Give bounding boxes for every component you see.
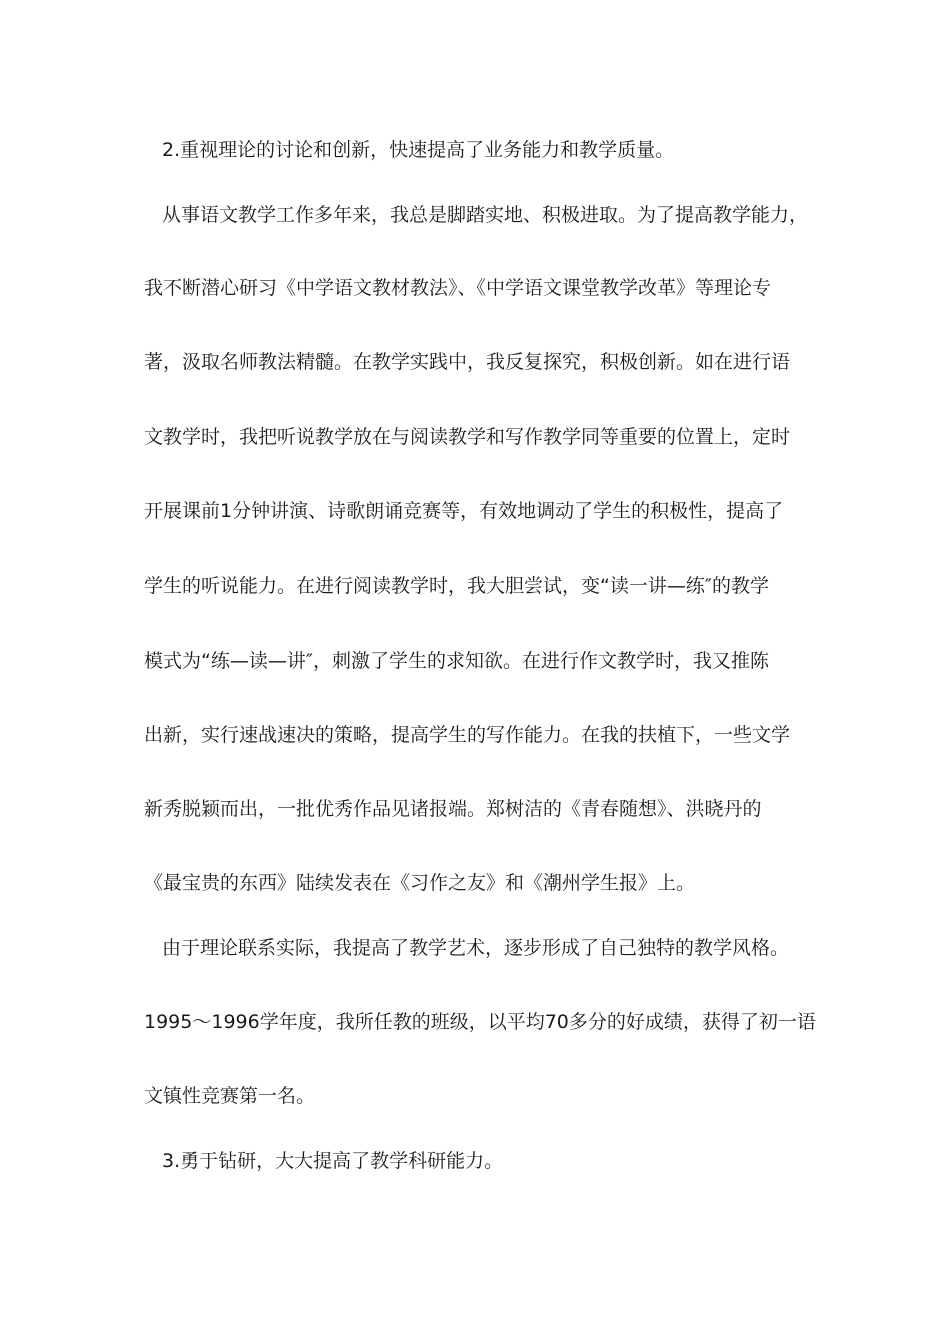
- paragraph-line: 模式为“练—读—讲″，刺激了学生的求知欲。在进行作文教学时，我又推陈: [144, 650, 769, 672]
- paragraph-line: 文教学时，我把听说教学放在与阅读教学和写作教学同等重要的位置上，定时: [144, 426, 791, 448]
- paragraph-line: 由于理论联系实际，我提高了教学艺术，逐步形成了自己独特的教学风格。: [162, 937, 790, 959]
- paragraph-line: 我不断潜心研习《中学语文教材教法》、《中学语文课堂教学改革》等理论专: [144, 277, 772, 299]
- paragraph-line: 1995～1996学年度，我所任教的班级，以平均70多分的好成绩，获得了初一语: [144, 1011, 816, 1033]
- paragraph-line: 新秀脱颖而出，一批优秀作品见诸报端。郑树洁的《青春随想》、洪晓丹的: [144, 798, 762, 820]
- section-heading-2: 2.重视理论的讨论和创新，快速提高了业务能力和教学质量。: [162, 139, 675, 161]
- section-heading-3: 3.勇于钻研，大大提高了教学科研能力。: [162, 1150, 504, 1172]
- paragraph-line: 开展课前1分钟讲演、诗歌朗诵竞赛等，有效地调动了学生的积极性，提高了: [144, 500, 784, 522]
- paragraph-line: 出新，实行速战速决的策略，提高学生的写作能力。在我的扶植下，一些文学: [144, 724, 791, 746]
- paragraph-line: 著，汲取名师教法精髓。在教学实践中，我反复探究，积极创新。如在进行语: [144, 351, 791, 373]
- paragraph-line: 学生的听说能力。在进行阅读教学时，我大胆尝试，变“读一讲—练″的教学: [144, 575, 769, 597]
- paragraph-line: 从事语文教学工作多年来，我总是脚踏实地、积极进取。为了提高教学能力，: [162, 204, 809, 226]
- paragraph-line: 文镇性竞赛第一名。: [144, 1085, 316, 1107]
- paragraph-line: 《最宝贵的东西》陆续发表在《习作之友》和《潮州学生报》上。: [144, 872, 696, 894]
